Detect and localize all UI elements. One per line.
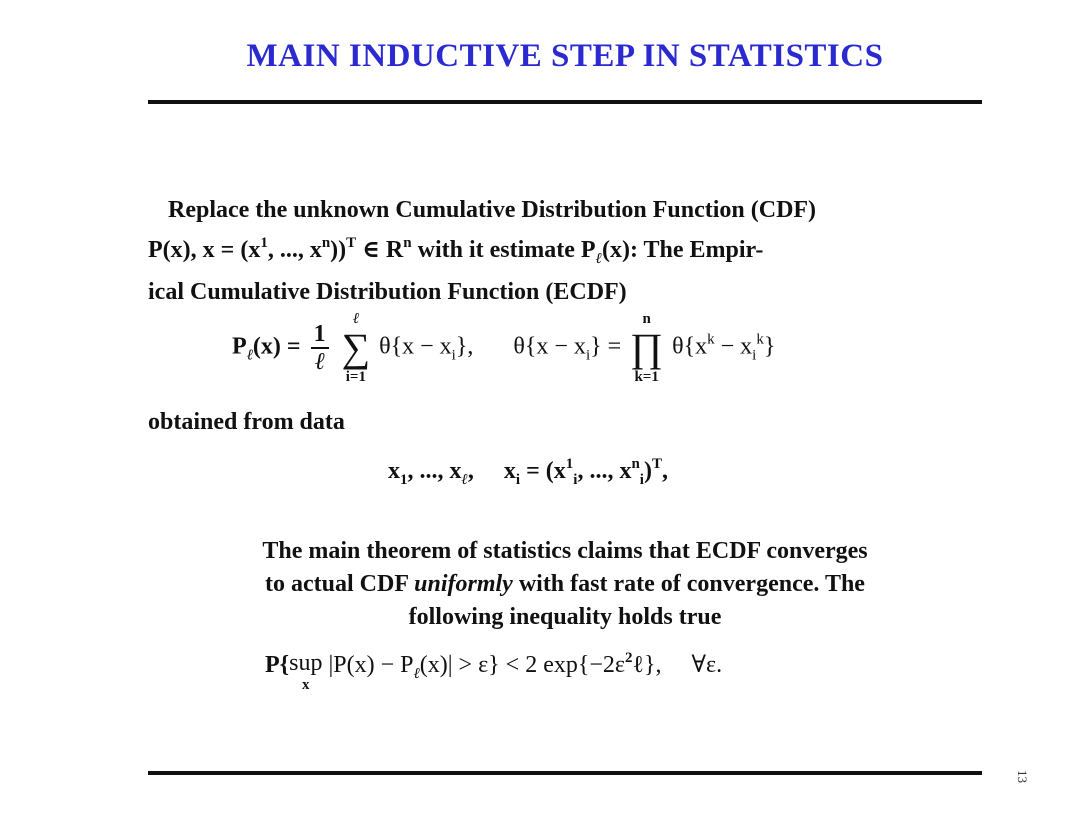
paragraph-2-line-2: to actual CDF uniformly with fast rate of convergence. The xyxy=(265,571,865,597)
paragraph-1-line-3: ical Cumulative Distribution Function (ECDF) xyxy=(148,279,627,305)
paragraph-1-line-2: P(x), $x = (x^1$, ..., $x^n))^T$ ∈ $R^n$ with it estimate $P_\ell(x)$: The Empir- xyxy=(148,235,764,267)
product-operator: n ∏ k=1 xyxy=(630,311,664,385)
page-number: 13 xyxy=(1015,770,1030,783)
emphasis-uniformly: uniformly xyxy=(414,571,513,597)
paragraph-2-line-3: following inequality holds true xyxy=(408,604,722,630)
paragraph-1-line-1: Replace the unknown Cumulative Distribution Function (CDF) xyxy=(168,197,817,223)
fraction-one-over-ell: $\frac{1}{\text{ℓ}}$ xyxy=(311,321,329,375)
inequality-formula: P{sup x $|P(x) - P_\ell(x)| > \varepsilon\} < 2$ $\exp\{-2\varepsilon^2\ell\}$, ∀ε. xyxy=(265,650,723,693)
slide-title: MAIN INDUCTIVE STEP IN STATISTICS xyxy=(246,38,884,74)
obtained-from-data: obtained from data xyxy=(148,409,345,435)
paragraph-1 xyxy=(148,194,1038,309)
paragraph-2 xyxy=(148,535,982,634)
bottom-rule xyxy=(148,771,982,775)
sum-operator: ℓ ∑ i=1 xyxy=(341,311,371,385)
data-formula: $x_1$, ..., $x_\ell$, $x_i = (x^1_i$, ..., $x^n_i)^T$, xyxy=(388,456,668,488)
ecdf-formula: $P_\ell(x)$ = $\frac{1}{\text{ℓ}}$ ℓ ∑ i=1 $\theta\{x - x_i\}$, $\theta\{x - x_i\}$ = n ∏ k=1 $\theta\{x^k - x_i^k\}$ xyxy=(232,311,776,385)
paragraph-2-line-1: The main theorem of statistics claims that ECDF converges xyxy=(262,538,868,564)
top-rule xyxy=(148,100,982,104)
sup-operator: sup x xyxy=(289,650,323,693)
